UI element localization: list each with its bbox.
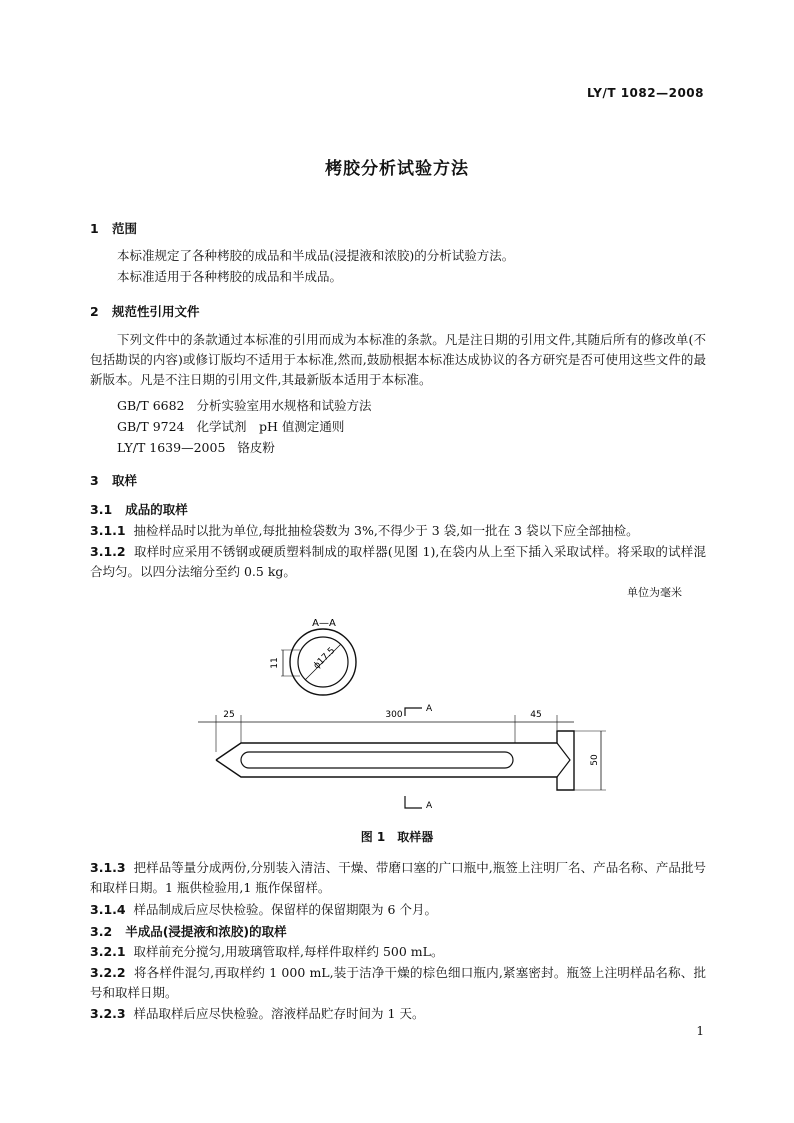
section-number: 1: [90, 221, 99, 236]
clause-text: 取样前充分搅匀,用玻璃管取样,每样件取样约 500 mL。: [133, 944, 444, 959]
cut-label-bottom: A: [426, 801, 433, 811]
paragraph: 本标准适用于各种栲胶的成品和半成品。: [117, 269, 343, 284]
standard-code: LY/T 1082—2008: [586, 86, 704, 100]
sampler-handle-tip: [557, 743, 570, 777]
dimension-11: 11: [270, 657, 280, 669]
section-number: 3: [90, 473, 99, 488]
clause-3-1-3: [90, 858, 706, 898]
subsection-number: 3.2: [90, 924, 113, 939]
clause-number: 3.1.4: [90, 902, 126, 917]
subsection-title: 成品的取样: [125, 502, 188, 517]
dimension-45: 45: [530, 710, 542, 720]
reference-title: 化学试剂 pH 值测定通则: [196, 419, 345, 434]
clause-3-1-4: [90, 900, 706, 920]
sampler-body-top: [216, 731, 574, 760]
subsection-number: 3.1: [90, 502, 113, 517]
section-title: 规范性引用文件: [112, 304, 200, 319]
dimension-25: 25: [223, 710, 235, 720]
figure-caption: 图 1 取样器: [360, 830, 434, 844]
paragraph: 本标准规定了各种栲胶的成品和半成品(浸提液和浓胶)的分析试验方法。: [117, 248, 515, 263]
clause-number: 3.1.3: [90, 860, 126, 875]
clause-number: 3.2.3: [90, 1006, 126, 1021]
section-number: 2: [90, 304, 99, 319]
document-title: 栲胶分析试验方法: [325, 159, 469, 179]
section-3-heading: [90, 471, 137, 489]
sampler-figure: [0, 600, 794, 825]
dimension-diameter: ϕ17.5: [311, 645, 338, 672]
normative-reference: [117, 417, 344, 435]
section-1-heading: [90, 219, 137, 237]
page-number: 1: [696, 1024, 704, 1038]
cut-label-top: A: [426, 704, 433, 714]
subsection-3-1-heading: [90, 500, 188, 518]
subsection-3-2-heading: [90, 922, 287, 940]
subsection-title: 半成品(浸提液和浓胶)的取样: [125, 924, 287, 939]
reference-title: 分析实验室用水规格和试验方法: [196, 398, 372, 413]
paragraph: 下列文件中的条款通过本标准的引用而成为本标准的条款。凡是注日期的引用文件,其随后所有的修改单(不包括勘误的内容)或修订版均不适用于本标准,然而,鼓励根据本标准达成协议的各方研究是否可使用这些文件的最新版本。凡是不注日期的引用文件,其最新版本适用于本标准。: [90, 332, 706, 387]
unit-note: 单位为毫米: [627, 586, 682, 599]
reference-code: LY/T 1639—2005: [117, 440, 226, 455]
sampler-body-bottom: [216, 760, 574, 790]
clause-3-2-3: [90, 1004, 706, 1024]
dimension-50: 50: [590, 754, 600, 766]
clause-text: 把样品等量分成两份,分别装入清洁、干燥、带磨口塞的广口瓶中,瓶签上注明厂名、产品名称、产品批号和取样日期。1 瓶供检验用,1 瓶作保留样。: [90, 860, 706, 895]
section-title: 取样: [112, 473, 138, 488]
dimension-300: 300: [385, 710, 403, 720]
clause-text: 抽检样品时以批为单位,每批抽检袋数为 3%,不得少于 3 袋,如一批在 3 袋以下应全部抽检。: [133, 523, 639, 538]
clause-text: 样品取样后应尽快检验。溶液样品贮存时间为 1 天。: [133, 1006, 425, 1021]
normative-reference: [117, 396, 371, 414]
section-2-heading: [90, 302, 200, 320]
section-label: A—A: [312, 618, 336, 629]
sampler-slot: [241, 752, 513, 768]
clause-3-1-1: [90, 521, 706, 541]
reference-code: GB/T 6682: [117, 398, 185, 413]
clause-number: 3.1.1: [90, 523, 126, 538]
clause-number: 3.2.2: [90, 965, 126, 980]
clause-text: 取样时应采用不锈钢或硬质塑料制成的取样器(见图 1),在袋内从上至下插入采取试样。将采取的试样混合均匀。以四分法缩分至约 0.5 kg。: [90, 544, 706, 579]
clause-text: 样品制成后应尽快检验。保留样的保留期限为 6 个月。: [133, 902, 437, 917]
section-title: 范围: [112, 221, 138, 236]
cut-marker-bottom: [405, 796, 422, 808]
clause-3-2-2: [90, 963, 706, 1003]
clause-number: 3.2.1: [90, 944, 126, 959]
clause-number: 3.1.2: [90, 544, 126, 559]
clause-text: 将各样件混匀,再取样约 1 000 mL,装于洁净干燥的棕色细口瓶内,紧塞密封。瓶签上注明样品名称、批号和取样日期。: [90, 965, 707, 1000]
reference-title: 铬皮粉: [237, 440, 275, 455]
normative-reference: [117, 438, 275, 456]
cut-marker-top: [405, 708, 422, 716]
reference-code: GB/T 9724: [117, 419, 185, 434]
clause-3-1-2: [90, 542, 706, 582]
clause-3-2-1: [90, 942, 706, 962]
